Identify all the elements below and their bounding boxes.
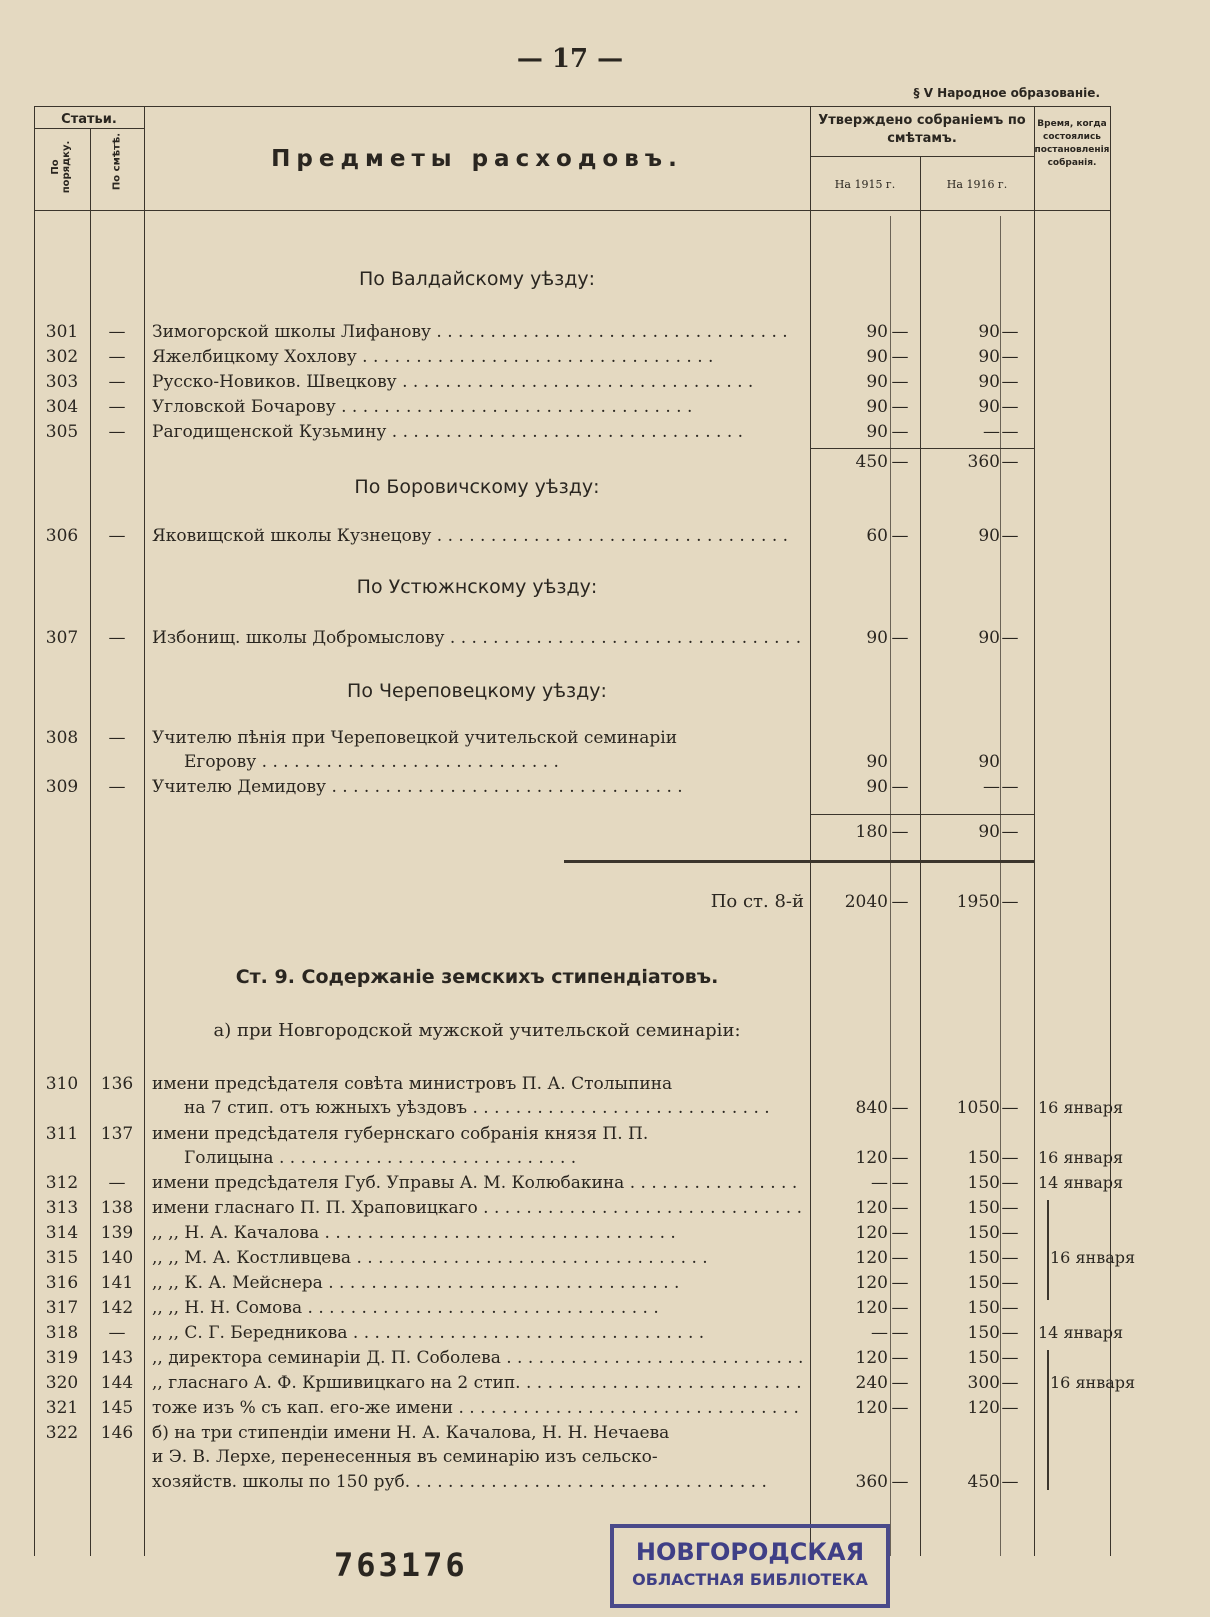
article-heading: Ст. 9. Содержаніе земскихъ стипендіатовъ. bbox=[235, 966, 719, 988]
header-title: Предметы расходовъ. bbox=[271, 146, 683, 172]
district-heading: По Устюжнскому уѣзду: bbox=[356, 576, 598, 598]
district-heading: По Череповецкому уѣзду: bbox=[347, 680, 607, 702]
header-approved: Утверждено собраніемъ по смѣтамъ. bbox=[818, 113, 1026, 146]
library-stamp: НОВГОРОДСКАЯ ОБЛАСТНАЯ БИБЛІОТЕКА bbox=[610, 1524, 890, 1608]
district-heading: По Боровичскому уѣзду: bbox=[354, 476, 600, 498]
header-stati: Статьи. bbox=[61, 112, 117, 127]
header-po-smete: По смѣтѣ. bbox=[111, 132, 123, 191]
inventory-number: 763176 bbox=[334, 1546, 468, 1584]
header-year-1915: На 1915 г. bbox=[834, 178, 896, 191]
expense-table: Статьи. По порядку. По смѣтѣ. Предметы расходовъ. Утверждено собраніемъ по смѣтамъ. На 1915 г. На 1916 г. Время, когда состоялись постановленія собранія. По Валдайскому уѣзду: 301 — Зимогорской школы Лифанову . . . 90 — 90 — 302 — Яжелбицкому Хохлову . . . 90 — 90 — 303 — Русско-Новиков. Швецкову . . . 90 — 90 — 304 — Угловской Бочарову . . . 90 — 90 — 305 — Рагодищенской Кузьмину . . . 90 — — — 450 — 360 — По Боровичскому уѣзду: 306 — Яковищской школы Кузнецову . . . 60 — 90 — По Устюжнскому уѣзду: 307 — Избонищ. школы Добромыслову . . . 90 — 90 — По Череповецкому уѣзду: 308 — Учителю пѣнія при Череповецкой учительской семинаріи Егорову . . . 90 90 309 — Учителю Демидову . . . 90 — — — 180 — 90 — По ст. 8-й 2040 — 1950 — Ст. 9. Содержаніе земскихъ стипендіатовъ. а) при Новгородской мужской учительской семинаріи: 310 136 имени предсѣдателя совѣта министровъ П. А. Столыпина на 7 стип. отъ южныхъ уѣздовъ . . . 840 — 1050 — 16 января 311 137 имени предсѣдателя губернскаго собранія князя П. П. Голицына . . . 120 — 150 — 16 января 312 — имени предсѣдателя Губ. Управы А. М. Колюбакина . . . — — 150 — 14 января 313 138 имени гласнаго П. П. Храповицкаго . . . 120 — 150 — 314 139 ,, ,, Н. А. Качалова . . . 120 — 150 — 315 140 ,, ,, М. А. Костливцева . . . 120 — 150 — 16 января 316 141 ,, ,, К. А. Мейснера . . . 120 — 150 — 317 142 ,, ,, Н. Н. Сомова . . . 120 — 150 — 318 — ,, ,, С. Г. Бередникова . . . — — 150 — 14 января 319 143 ,, директора семинаріи Д. П. Соболева . . . 120 — 150 — 320 144 ,, гласнаго А. Ф. Кршивицкаго на 2 стип. . . . 240 — 300 — 16 января 321 145 тоже изъ % съ кап. его-же имени . . . 120 — 120 — 322 146 б) на три стипендіи имени Н. А. Качалова, Н. Н. Нечаева и Э. В. Лерхе, перенесенныя въ семинарію изъ сельско- хозяйств. школы по 150 руб. . . . 360 — 450 — bbox=[34, 106, 1110, 1556]
bracket-mark bbox=[1039, 1200, 1049, 1300]
article-subheading: а) при Новгородской мужской учительской семинаріи: bbox=[213, 1020, 741, 1041]
header-year-1916: На 1916 г. bbox=[946, 178, 1008, 191]
header-po-poryadku: По порядку. bbox=[50, 140, 72, 194]
section-heading: § V Народное образованіе. bbox=[913, 86, 1100, 100]
header-time: Время, когда состоялись постановленія собранія. bbox=[1034, 119, 1110, 168]
bracket-mark bbox=[1039, 1350, 1049, 1490]
district-heading: По Валдайскому уѣзду: bbox=[359, 268, 595, 290]
page-number: — 17 — bbox=[516, 44, 624, 74]
